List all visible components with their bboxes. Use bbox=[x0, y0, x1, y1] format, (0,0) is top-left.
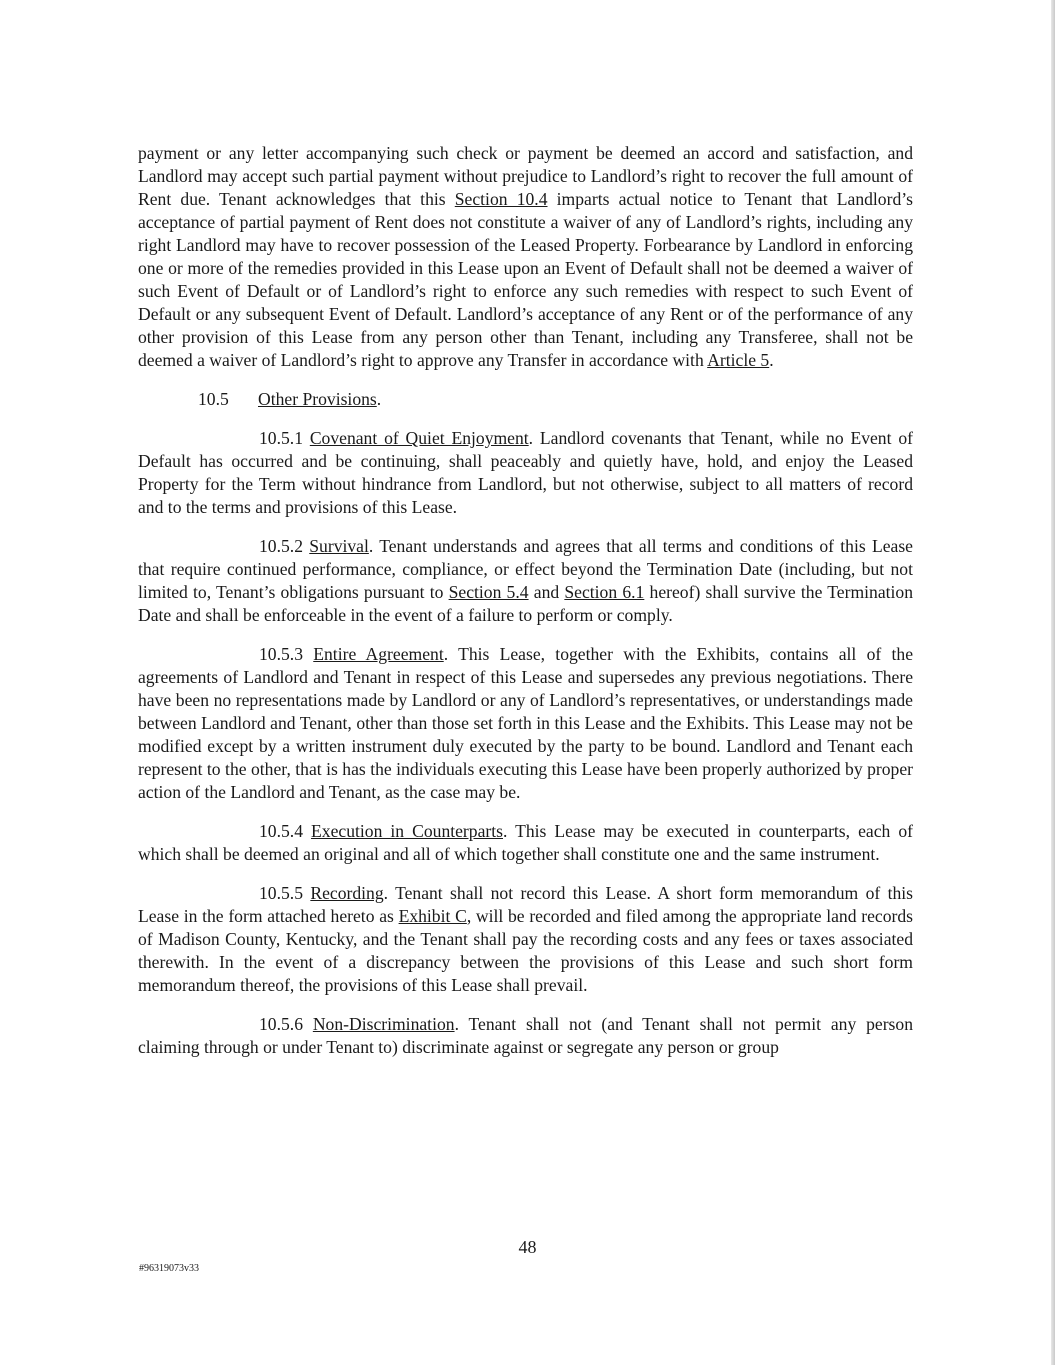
section-10-5-2 bbox=[138, 535, 913, 627]
text-run: payment or any letter accompanying such check or payment be deemed an accord and satisfaction, and Landlord may accept such partial payment without prejudice to Landlord’s right to recover the full amount of Rent due. Tenant acknowledges that this bbox=[138, 143, 913, 209]
section-number: 10.5.4 bbox=[259, 821, 312, 841]
section-number: 10.5.6 bbox=[259, 1014, 313, 1034]
scan-edge bbox=[1051, 0, 1055, 1365]
section-title: Survival bbox=[309, 536, 369, 556]
paragraph-continued-10-4 bbox=[138, 142, 913, 372]
text-run: . bbox=[376, 389, 382, 409]
section-number: 10.5.1 bbox=[259, 428, 310, 448]
section-10-4-reference: Section 10.4 bbox=[454, 189, 548, 209]
text-run: hereof) shall survive the Termination Date and shall be enforceable in the event of a failure to perform or comply. bbox=[138, 582, 914, 625]
section-10-5-3 bbox=[138, 643, 913, 804]
section-10-5-6 bbox=[138, 1013, 913, 1059]
section-10-5-4 bbox=[138, 820, 913, 866]
section-number: 10.5 bbox=[198, 389, 229, 409]
section-5-4-reference: Section 5.4 bbox=[448, 582, 529, 602]
section-title: Covenant of Quiet Enjoyment bbox=[309, 428, 529, 448]
section-title: Entire Agreement bbox=[313, 644, 444, 664]
text-run: and bbox=[528, 582, 565, 602]
exhibit-c-reference: Exhibit C bbox=[398, 906, 467, 926]
text-run: , will be recorded and filed among the appropriate land records of Madison County, Kentucky, and the Tenant shall pay the recording costs and any fees or taxes associated therewith. In the event of a discrepancy between the provisions of this Lease and such short form memorandum thereof, the provisions of this Lease shall prevail. bbox=[138, 906, 914, 995]
document-id: #96319073v33 bbox=[139, 1263, 199, 1274]
section-title: Non-Discrimination bbox=[312, 1014, 455, 1034]
page-number: 48 bbox=[518, 1237, 537, 1257]
text-run: . bbox=[769, 350, 774, 370]
section-text: . Landlord covenants that Tenant, while no Event of Default has occurred and be continuing, shall peaceably and quietly have, hold, and enjoy the Leased Property for the Term without hindrance from Landlord, but not otherwise, subject to all matters of record and to the terms and provisions of this Lease. bbox=[138, 428, 913, 517]
page-body bbox=[138, 142, 913, 1075]
section-10-5-5 bbox=[138, 882, 913, 997]
section-text: . This Lease, together with the Exhibits, contains all of the agreements of Landlord and Tenant in respect of this Lease and supersedes any previous negotiations. There have been no representations made by Landlord or any of Landlord’s representatives, or understandings made between Landlord and Tenant, other than those set forth in this Lease and the Exhibits. This Lease may not be modified except by a written instrument duly executed by the party to be bound. Landlord and Tenant each represent to the other, that is has the individuals executing this Lease have been properly authorized by proper action of the Landlord and Tenant, as the case may be. bbox=[138, 644, 914, 802]
section-title: Execution in Counterparts bbox=[311, 821, 503, 841]
section-title: Recording bbox=[310, 883, 384, 903]
section-10-5-1 bbox=[138, 427, 913, 519]
section-number: 10.5.3 bbox=[259, 644, 314, 664]
section-text: . This Lease may be executed in counterparts, each of which shall be deemed an original and all of which together shall constitute one and the same instrument. bbox=[138, 821, 914, 864]
text-run: imparts actual notice to Tenant that Landlord’s acceptance of partial payment of Rent does not constitute a waiver of any of Landlord’s rights, including any right Landlord may have to recover possession of the Leased Property. Forbearance by Landlord in enforcing one or more of the remedies provided in this Lease upon an Event of Default shall not be deemed a waiver of such Event of Default or of Landlord’s right to enforce any such remedies with respect to such Event of Default or any subsequent Event of Default. Landlord’s acceptance of any Rent or of the performance of any other provision of this Lease from any person other than Tenant, including any Transferee, shall not be deemed a waiver of Landlord’s right to approve any Transfer in accordance with bbox=[138, 189, 913, 370]
section-text: . Tenant shall not (and Tenant shall not permit any person claiming through or under Tenant to) discriminate against or segregate any person or group bbox=[138, 1014, 913, 1057]
article-5-reference: Article 5 bbox=[707, 350, 770, 370]
section-number: 10.5.5 bbox=[259, 883, 311, 903]
text-run: . Tenant shall not record this Lease. A short form memorandum of this Lease in the form attached hereto as bbox=[138, 883, 913, 926]
section-title: Other Provisions bbox=[258, 389, 377, 409]
text-run: . Tenant understands and agrees that all terms and conditions of this Lease that require continued performance, compliance, or effect beyond the Termination Date (including, but not limited to, Tenant’s obligations pursuant to bbox=[138, 536, 913, 602]
section-6-1-reference: Section 6.1 bbox=[564, 582, 645, 602]
section-10-5-heading bbox=[138, 388, 913, 411]
section-number: 10.5.2 bbox=[259, 536, 310, 556]
